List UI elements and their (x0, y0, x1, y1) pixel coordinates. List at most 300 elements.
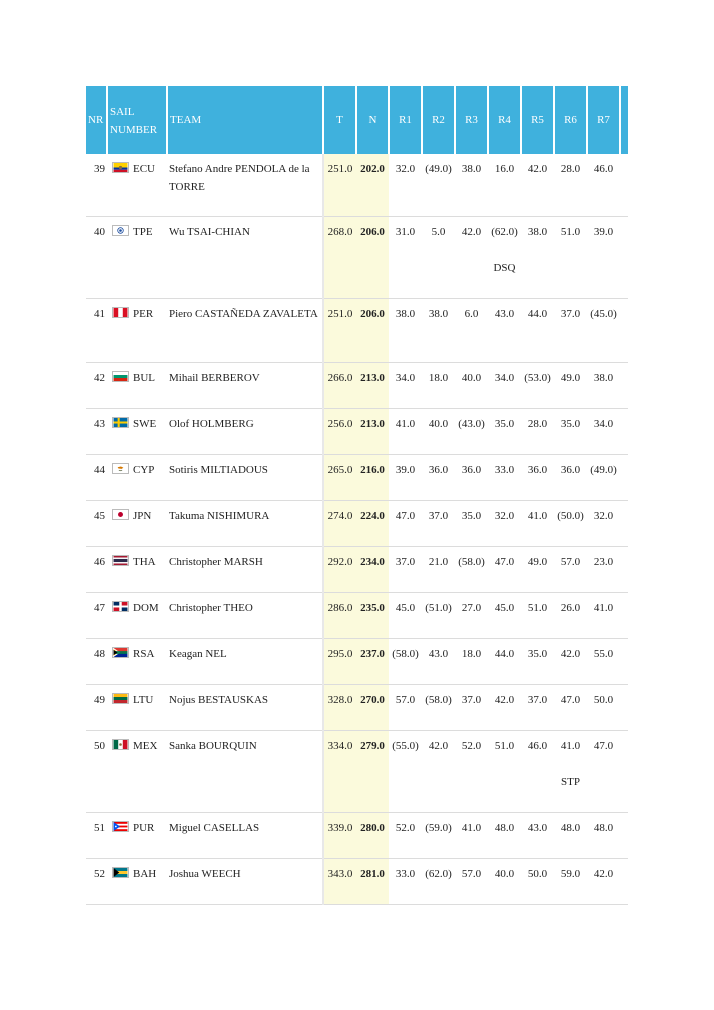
header-edge (620, 86, 628, 154)
race-score: 51.0 (560, 225, 581, 238)
cell-race-6 (554, 500, 587, 546)
cell-sail-number: LTU (133, 684, 167, 730)
cell-sail-number: ECU (133, 154, 167, 216)
cell-total: 266.0 (323, 362, 356, 408)
cell-race-6 (554, 684, 587, 730)
race-score: 44.0 (494, 647, 515, 660)
table-row (86, 592, 628, 638)
cell-edge (620, 408, 628, 454)
race-score: 41.0 (560, 739, 581, 752)
cell-flag (107, 454, 133, 500)
race-score: 46.0 (527, 739, 548, 752)
race-score: 28.0 (560, 163, 581, 175)
race-score: 34.0 (395, 371, 416, 384)
race-score: 42.0 (428, 739, 449, 752)
race-score: (51.0) (425, 601, 452, 614)
cell-total: 251.0 (323, 154, 356, 216)
race-score: 33.0 (395, 867, 416, 880)
cell-race-3 (455, 362, 488, 408)
cell-race-2 (422, 546, 455, 592)
cell-race-6 (554, 812, 587, 858)
table-row (86, 362, 628, 408)
table-row (86, 638, 628, 684)
cell-race-1 (389, 812, 422, 858)
race-score: 37.0 (527, 693, 548, 706)
cell-flag (107, 500, 133, 546)
cell-flag (107, 408, 133, 454)
cell-race-4 (488, 592, 521, 638)
cell-nr: 52 (86, 858, 107, 904)
table-row (86, 684, 628, 730)
cell-race-7 (587, 298, 620, 362)
cell-race-1 (389, 298, 422, 362)
japan-flag-icon (112, 509, 129, 520)
race-score: 37.0 (560, 307, 581, 320)
cell-flag (107, 298, 133, 362)
cell-edge (620, 154, 628, 216)
race-score: 47.0 (494, 555, 515, 568)
race-score: 42.0 (527, 163, 548, 175)
cell-nr: 47 (86, 592, 107, 638)
cell-race-5 (521, 546, 554, 592)
race-score: 57.0 (560, 555, 581, 568)
race-score: 40.0 (428, 417, 449, 430)
race-score: 32.0 (395, 163, 416, 175)
race-score: 35.0 (494, 417, 515, 430)
cell-edge (620, 592, 628, 638)
race-score: 39.0 (593, 225, 614, 238)
header-r6: R6 (554, 86, 587, 154)
cell-edge (620, 730, 628, 812)
race-score: 49.0 (527, 555, 548, 568)
race-score: (49.0) (425, 163, 452, 175)
cell-race-6 (554, 362, 587, 408)
cell-race-7 (587, 684, 620, 730)
cell-flag (107, 812, 133, 858)
cell-race-4 (488, 500, 521, 546)
race-score: (43.0) (458, 417, 485, 430)
cell-flag (107, 216, 133, 298)
cell-race-4 (488, 408, 521, 454)
race-score: 36.0 (527, 463, 548, 476)
race-score: (45.0) (590, 307, 617, 320)
cell-net: 237.0 (356, 638, 389, 684)
cell-race-6 (554, 592, 587, 638)
cell-net: 234.0 (356, 546, 389, 592)
cell-sail-number: BUL (133, 362, 167, 408)
dominican-republic-flag-icon (112, 601, 129, 612)
cell-team: Sanka BOURQUIN (167, 730, 323, 812)
cell-race-2 (422, 362, 455, 408)
race-score: 43.0 (494, 307, 515, 320)
race-score: 36.0 (428, 463, 449, 476)
race-score: 47.0 (395, 509, 416, 522)
cell-race-3 (455, 638, 488, 684)
cell-race-3 (455, 500, 488, 546)
race-score: (58.0) (392, 647, 419, 660)
cell-team: Christopher THEO (167, 592, 323, 638)
race-score: 34.0 (593, 417, 614, 430)
cell-race-2 (422, 858, 455, 904)
table-row (86, 546, 628, 592)
cell-race-6 (554, 408, 587, 454)
table-row (86, 730, 628, 812)
cell-sail-number: RSA (133, 638, 167, 684)
race-score: (55.0) (392, 739, 419, 752)
race-score: 35.0 (461, 509, 482, 522)
cell-race-4 (488, 858, 521, 904)
cell-sail-number: TPE (133, 216, 167, 298)
cell-sail-number: MEX (133, 730, 167, 812)
cell-race-3 (455, 546, 488, 592)
race-score: 41.0 (395, 417, 416, 430)
race-score: 44.0 (527, 307, 548, 320)
cell-team: Sotiris MILTIADOUS (167, 454, 323, 500)
race-score: 41.0 (593, 601, 614, 614)
cell-flag (107, 154, 133, 216)
cell-nr: 49 (86, 684, 107, 730)
cell-race-2 (422, 500, 455, 546)
cell-edge (620, 812, 628, 858)
race-score: 33.0 (494, 463, 515, 476)
chinese-taipei-flag-icon (112, 225, 129, 236)
cell-race-6 (554, 216, 587, 298)
race-score: 18.0 (461, 647, 482, 660)
cell-race-4 (488, 812, 521, 858)
cell-race-3 (455, 730, 488, 812)
header-r5: R5 (521, 86, 554, 154)
cell-race-4 (488, 638, 521, 684)
cell-total: 251.0 (323, 298, 356, 362)
cell-team: Mihail BERBEROV (167, 362, 323, 408)
cell-sail-number: BAH (133, 858, 167, 904)
cell-flag (107, 546, 133, 592)
cell-total: 286.0 (323, 592, 356, 638)
header-team: TEAM (167, 86, 323, 154)
race-score: 57.0 (395, 693, 416, 706)
cell-net: 202.0 (356, 154, 389, 216)
race-score: 41.0 (461, 821, 482, 834)
race-score: 38.0 (395, 307, 416, 320)
cell-race-1 (389, 500, 422, 546)
cell-net: 216.0 (356, 454, 389, 500)
table-row (86, 298, 628, 362)
bulgaria-flag-icon (112, 371, 129, 382)
cell-race-5 (521, 684, 554, 730)
cell-race-4 (488, 362, 521, 408)
cell-team: Keagan NEL (167, 638, 323, 684)
cell-race-4 (488, 216, 521, 298)
cell-flag (107, 684, 133, 730)
cell-race-1 (389, 858, 422, 904)
race-score: 40.0 (494, 867, 515, 880)
cell-race-2 (422, 592, 455, 638)
cell-race-6 (554, 546, 587, 592)
race-score: 32.0 (494, 509, 515, 522)
header-r7: R7 (587, 86, 620, 154)
cell-flag (107, 730, 133, 812)
cell-race-6 (554, 858, 587, 904)
race-score: 52.0 (461, 739, 482, 752)
cell-race-7 (587, 592, 620, 638)
cell-race-7 (587, 362, 620, 408)
cell-race-3 (455, 408, 488, 454)
race-score: 55.0 (593, 647, 614, 660)
cell-flag (107, 638, 133, 684)
header-n: N (356, 86, 389, 154)
cell-edge (620, 546, 628, 592)
header-sail-line2: NUMBER (110, 124, 158, 136)
race-score: 38.0 (461, 163, 482, 175)
cell-race-7 (587, 154, 620, 216)
cell-race-2 (422, 638, 455, 684)
cell-race-5 (521, 408, 554, 454)
cell-race-2 (422, 216, 455, 298)
cell-team: Miguel CASELLAS (167, 812, 323, 858)
race-score: 5.0 (431, 225, 446, 238)
cell-race-7 (587, 858, 620, 904)
cell-race-2 (422, 730, 455, 812)
cell-total: 328.0 (323, 684, 356, 730)
race-score: 23.0 (593, 555, 614, 568)
cell-race-4 (488, 546, 521, 592)
cell-nr: 42 (86, 362, 107, 408)
header-nr: NR (86, 86, 107, 154)
cell-sail-number: SWE (133, 408, 167, 454)
cell-edge (620, 454, 628, 500)
cyprus-flag-icon (112, 463, 129, 474)
cell-total: 268.0 (323, 216, 356, 298)
cell-race-4 (488, 298, 521, 362)
race-score: 21.0 (428, 555, 449, 568)
peru-flag-icon (112, 307, 129, 318)
race-score: 50.0 (527, 867, 548, 880)
race-score: 37.0 (428, 509, 449, 522)
race-score: 37.0 (395, 555, 416, 568)
header-r4: R4 (488, 86, 521, 154)
race-score: 43.0 (428, 647, 449, 660)
sweden-flag-icon (112, 417, 129, 428)
race-score: 51.0 (527, 601, 548, 614)
cell-race-7 (587, 408, 620, 454)
cell-team: Takuma NISHIMURA (167, 500, 323, 546)
cell-race-5 (521, 812, 554, 858)
cell-nr: 48 (86, 638, 107, 684)
cell-team: Nojus BESTAUSKAS (167, 684, 323, 730)
cell-race-7 (587, 454, 620, 500)
cell-edge (620, 500, 628, 546)
header-r3: R3 (455, 86, 488, 154)
race-score: 31.0 (395, 225, 416, 238)
cell-race-5 (521, 730, 554, 812)
cell-race-6 (554, 454, 587, 500)
race-score: 46.0 (593, 163, 614, 175)
race-score: (53.0) (524, 371, 551, 384)
cell-net: 281.0 (356, 858, 389, 904)
cell-net: 270.0 (356, 684, 389, 730)
cell-race-1 (389, 546, 422, 592)
cell-edge (620, 362, 628, 408)
race-score: 39.0 (395, 463, 416, 476)
cell-flag (107, 592, 133, 638)
cell-race-1 (389, 216, 422, 298)
cell-edge (620, 684, 628, 730)
table-row (86, 500, 628, 546)
table-row (86, 812, 628, 858)
race-score: 28.0 (527, 417, 548, 430)
table-body (86, 154, 628, 904)
race-score: 47.0 (593, 739, 614, 752)
race-score: (58.0) (425, 693, 452, 706)
table-row (86, 408, 628, 454)
mexico-flag-icon (112, 739, 129, 750)
thailand-flag-icon (112, 555, 129, 566)
race-score: 18.0 (428, 371, 449, 384)
cell-net: 213.0 (356, 362, 389, 408)
cell-race-6 (554, 298, 587, 362)
cell-race-1 (389, 362, 422, 408)
race-score: 51.0 (494, 739, 515, 752)
ecuador-flag-icon (112, 162, 129, 173)
cell-race-4 (488, 154, 521, 216)
cell-nr: 39 (86, 154, 107, 216)
cell-nr: 44 (86, 454, 107, 500)
race-score: 45.0 (494, 601, 515, 614)
cell-sail-number: CYP (133, 454, 167, 500)
cell-nr: 43 (86, 408, 107, 454)
header-r2: R2 (422, 86, 455, 154)
results-table (86, 86, 628, 905)
cell-race-4 (488, 684, 521, 730)
race-score: 43.0 (527, 821, 548, 834)
cell-nr: 40 (86, 216, 107, 298)
cell-total: 343.0 (323, 858, 356, 904)
race-score: 36.0 (560, 463, 581, 476)
cell-total: 339.0 (323, 812, 356, 858)
cell-race-6 (554, 154, 587, 216)
race-score: (59.0) (425, 821, 452, 834)
cell-race-3 (455, 298, 488, 362)
race-score: 6.0 (464, 307, 479, 320)
cell-race-5 (521, 362, 554, 408)
cell-total: 292.0 (323, 546, 356, 592)
cell-flag (107, 362, 133, 408)
cell-net: 224.0 (356, 500, 389, 546)
cell-edge (620, 638, 628, 684)
cell-race-3 (455, 684, 488, 730)
penalty-note: DSQ (493, 261, 516, 274)
cell-race-5 (521, 500, 554, 546)
cell-nr: 46 (86, 546, 107, 592)
cell-total: 274.0 (323, 500, 356, 546)
cell-team: Wu TSAI-CHIAN (167, 216, 323, 298)
header-r1: R1 (389, 86, 422, 154)
table-row (86, 216, 628, 298)
cell-net: 235.0 (356, 592, 389, 638)
race-score: 45.0 (395, 601, 416, 614)
race-score: (49.0) (590, 463, 617, 476)
race-score: 50.0 (593, 693, 614, 706)
race-score: 38.0 (527, 225, 548, 238)
cell-team: Christopher MARSH (167, 546, 323, 592)
race-score: 38.0 (593, 371, 614, 384)
header-t: T (323, 86, 356, 154)
cell-race-5 (521, 154, 554, 216)
cell-race-5 (521, 298, 554, 362)
bahamas-flag-icon (112, 867, 129, 878)
table-row (86, 454, 628, 500)
race-score: 48.0 (560, 821, 581, 834)
cell-race-5 (521, 592, 554, 638)
race-score: (62.0) (491, 225, 518, 238)
race-score: 49.0 (560, 371, 581, 384)
race-score: 47.0 (560, 693, 581, 706)
race-score: 26.0 (560, 601, 581, 614)
race-score: 35.0 (527, 647, 548, 660)
race-score: 42.0 (461, 225, 482, 238)
race-score: 48.0 (593, 821, 614, 834)
cell-race-2 (422, 684, 455, 730)
cell-total: 256.0 (323, 408, 356, 454)
race-score: (58.0) (458, 555, 485, 568)
cell-race-3 (455, 592, 488, 638)
cell-race-2 (422, 408, 455, 454)
cell-team: Joshua WEECH (167, 858, 323, 904)
cell-race-2 (422, 454, 455, 500)
south-africa-flag-icon (112, 647, 129, 658)
cell-race-7 (587, 638, 620, 684)
cell-net: 279.0 (356, 730, 389, 812)
cell-nr: 51 (86, 812, 107, 858)
race-score: (50.0) (557, 509, 584, 522)
race-score: 16.0 (494, 163, 515, 175)
cell-race-1 (389, 454, 422, 500)
cell-nr: 41 (86, 298, 107, 362)
cell-race-5 (521, 858, 554, 904)
cell-team: Olof HOLMBERG (167, 408, 323, 454)
cell-race-7 (587, 500, 620, 546)
cell-race-3 (455, 858, 488, 904)
race-score: 37.0 (461, 693, 482, 706)
cell-total: 295.0 (323, 638, 356, 684)
cell-race-2 (422, 298, 455, 362)
cell-edge (620, 298, 628, 362)
cell-race-1 (389, 684, 422, 730)
cell-race-4 (488, 730, 521, 812)
cell-nr: 45 (86, 500, 107, 546)
table-row (86, 154, 628, 216)
table-header (86, 86, 628, 154)
cell-net: 213.0 (356, 408, 389, 454)
race-score: 52.0 (395, 821, 416, 834)
race-score: (62.0) (425, 867, 452, 880)
cell-race-7 (587, 812, 620, 858)
cell-edge (620, 216, 628, 298)
header-sail-number (107, 86, 167, 154)
cell-sail-number: PUR (133, 812, 167, 858)
cell-race-6 (554, 638, 587, 684)
cell-race-3 (455, 454, 488, 500)
cell-flag (107, 858, 133, 904)
race-score: 59.0 (560, 867, 581, 880)
cell-race-5 (521, 216, 554, 298)
race-score: 36.0 (461, 463, 482, 476)
cell-race-7 (587, 730, 620, 812)
race-score: 42.0 (593, 867, 614, 880)
race-score: 35.0 (560, 417, 581, 430)
cell-race-1 (389, 154, 422, 216)
cell-sail-number: JPN (133, 500, 167, 546)
